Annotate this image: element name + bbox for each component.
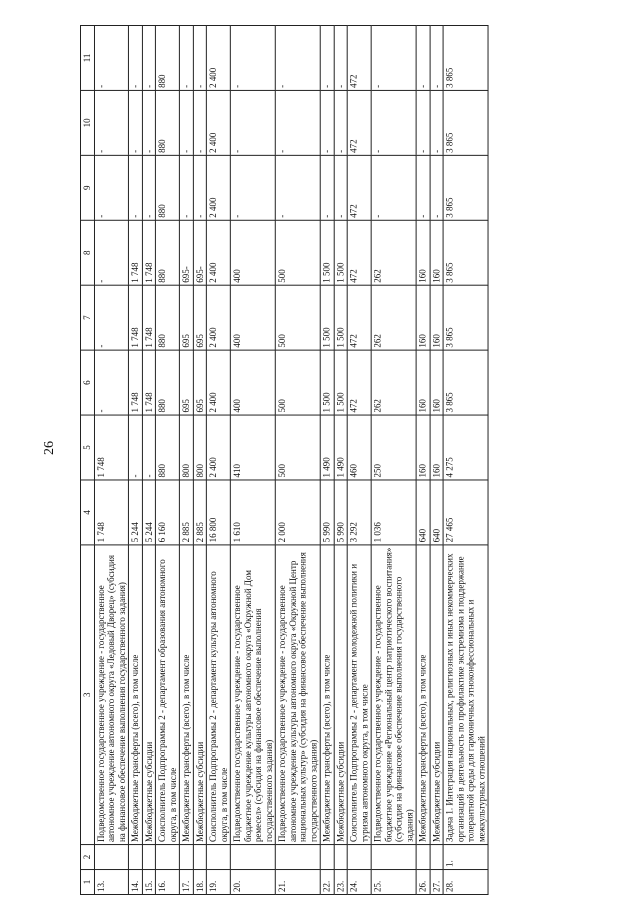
value-cell: 1 748 [142, 285, 155, 350]
value-cell: 400 [230, 350, 275, 415]
task-number-cell [206, 845, 230, 870]
value-cell: 695 [193, 285, 206, 350]
value-cell: 640 [416, 480, 429, 545]
value-cell: 400 [230, 220, 275, 285]
table-row [347, 25, 371, 894]
value-cell: 5 990 [320, 480, 333, 545]
value-cell: 160 [430, 285, 443, 350]
value-cell: 410 [230, 415, 275, 480]
value-cell: 500 [275, 220, 320, 285]
value-cell: 2 400 [206, 415, 230, 480]
value-cell: - [94, 285, 128, 350]
value-cell: 6 160 [155, 480, 179, 545]
value-cell: 3 865 [443, 155, 488, 220]
value-cell: 3 865 [443, 285, 488, 350]
table-body [94, 25, 488, 894]
value-cell: 500 [275, 285, 320, 350]
value-cell: 160 [416, 415, 429, 480]
value-cell: - [416, 25, 429, 90]
value-cell: - [430, 90, 443, 155]
value-cell: 695 [193, 350, 206, 415]
description-cell: Межбюджетные субсидии [430, 545, 443, 845]
value-cell: - [230, 25, 275, 90]
row-number-cell: 20. [230, 870, 275, 895]
value-cell: 262 [371, 285, 416, 350]
description-cell: Задача 1. Интеграция национальных, религиозных и иных некоммерческих организаций в деятельность по профилактике экстремизма и поддержание толерантной среды для гармоничных этноконфессиональных и межкультурных отношений [443, 545, 488, 845]
value-cell: 3 292 [347, 480, 371, 545]
value-cell: 500 [275, 350, 320, 415]
description-cell: Межбюджетные трансферты (всего), в том числе [320, 545, 333, 845]
row-number-cell: 23. [334, 870, 347, 895]
value-cell: 3 865 [443, 90, 488, 155]
column-header-11: 11 [80, 25, 93, 90]
column-header-6: 6 [80, 350, 93, 415]
value-cell: 1 748 [142, 350, 155, 415]
value-cell: - [430, 155, 443, 220]
description-cell: Соисполнитель Подпрограммы 2 - департамент образования автономного округа, в том числе [155, 545, 179, 845]
column-header-10: 10 [80, 90, 93, 155]
value-cell: 1 748 [128, 350, 141, 415]
value-cell: 1 500 [334, 220, 347, 285]
value-cell: - [334, 25, 347, 90]
value-cell: - [142, 25, 155, 90]
value-cell: 3 865 [443, 220, 488, 285]
value-cell: - [416, 155, 429, 220]
row-number-cell: 27. [430, 870, 443, 895]
value-cell: 2 400 [206, 25, 230, 90]
value-cell: 1 500 [320, 220, 333, 285]
value-cell: 880 [155, 415, 179, 480]
value-cell: - [320, 90, 333, 155]
value-cell: - [94, 220, 128, 285]
task-number-cell [347, 845, 371, 870]
value-cell: 472 [347, 90, 371, 155]
value-cell: - [193, 25, 206, 90]
task-number-cell [128, 845, 141, 870]
row-number-cell: 28. [443, 870, 488, 895]
value-cell: - [94, 350, 128, 415]
value-cell: 800 [193, 415, 206, 480]
value-cell: 2 400 [206, 220, 230, 285]
value-cell: - [179, 155, 192, 220]
value-cell: 400 [230, 285, 275, 350]
value-cell: - [128, 155, 141, 220]
value-cell: - [320, 25, 333, 90]
row-number-cell: 17. [179, 870, 192, 895]
value-cell: 5 244 [142, 480, 155, 545]
task-number-cell [142, 845, 155, 870]
value-cell: 5 244 [128, 480, 141, 545]
value-cell: 160 [430, 350, 443, 415]
table-row [230, 25, 275, 894]
table-row [371, 25, 416, 894]
value-cell: 695- [193, 220, 206, 285]
value-cell: 472 [347, 155, 371, 220]
column-header-1: 1 [80, 870, 93, 895]
budget-table-sheet [80, 26, 604, 895]
task-number-cell [371, 845, 416, 870]
task-number-cell [179, 845, 192, 870]
description-cell: Межбюджетные субсидии [334, 545, 347, 845]
value-cell: 250 [371, 415, 416, 480]
value-cell: 880 [155, 155, 179, 220]
value-cell: - [334, 155, 347, 220]
value-cell: 880 [155, 90, 179, 155]
value-cell: 695- [179, 220, 192, 285]
value-cell: 880 [155, 25, 179, 90]
value-cell: 2 885 [193, 480, 206, 545]
value-cell: - [179, 90, 192, 155]
task-number-cell: 1. [443, 845, 488, 870]
value-cell: - [275, 155, 320, 220]
value-cell: - [94, 90, 128, 155]
table-row [128, 25, 141, 894]
value-cell: 160 [430, 415, 443, 480]
task-number-cell [230, 845, 275, 870]
value-cell: 880 [155, 220, 179, 285]
value-cell: - [371, 25, 416, 90]
value-cell: 472 [347, 285, 371, 350]
task-number-cell [320, 845, 333, 870]
value-cell: 695 [179, 350, 192, 415]
value-cell: - [371, 90, 416, 155]
table-row [94, 25, 128, 894]
column-header-7: 7 [80, 285, 93, 350]
value-cell: 2 400 [206, 155, 230, 220]
task-number-cell [193, 845, 206, 870]
table-header-row [80, 25, 93, 894]
row-number-cell: 15. [142, 870, 155, 895]
value-cell: 460 [347, 415, 371, 480]
value-cell: 160 [430, 220, 443, 285]
value-cell: 27 465 [443, 480, 488, 545]
budget-table [80, 25, 489, 895]
value-cell: 3 865 [443, 350, 488, 415]
value-cell: 472 [347, 25, 371, 90]
task-number-cell [155, 845, 179, 870]
row-number-cell: 24. [347, 870, 371, 895]
value-cell: 2 400 [206, 285, 230, 350]
value-cell: - [193, 155, 206, 220]
description-cell: Подведомственное государственное учреждение - государственное бюджетное учреждение культуры автономного округа «Окружной Дом ремесел» (субсидия на финансовое обеспечение выполнения государственного задания) [230, 545, 275, 845]
value-cell: - [416, 90, 429, 155]
description-cell: Подведомственное государственное учреждение - государственное автономное учреждение культуры автономного округа «Окружной Центр национальных культур» (субсидия на финансовое обеспечение выполнения государственного задания) [275, 545, 320, 845]
value-cell: 880 [155, 350, 179, 415]
value-cell: 695 [179, 285, 192, 350]
row-number-cell: 21. [275, 870, 320, 895]
column-header-2: 2 [80, 845, 93, 870]
task-number-cell [416, 845, 429, 870]
value-cell: 160 [416, 350, 429, 415]
row-number-cell: 19. [206, 870, 230, 895]
value-cell: 1 500 [334, 285, 347, 350]
value-cell: - [371, 155, 416, 220]
table-row [155, 25, 179, 894]
value-cell: 2 885 [179, 480, 192, 545]
row-number-cell: 22. [320, 870, 333, 895]
value-cell: - [94, 25, 128, 90]
value-cell: - [334, 90, 347, 155]
value-cell: 500 [275, 415, 320, 480]
value-cell: - [128, 90, 141, 155]
value-cell: 2 400 [206, 90, 230, 155]
column-header-9: 9 [80, 155, 93, 220]
row-number-cell: 25. [371, 870, 416, 895]
value-cell: - [142, 415, 155, 480]
value-cell: 880 [155, 285, 179, 350]
description-cell: Межбюджетные трансферты (всего), в том числе [416, 545, 429, 845]
column-header-5: 5 [80, 415, 93, 480]
row-number-cell: 26. [416, 870, 429, 895]
value-cell: 262 [371, 350, 416, 415]
value-cell: 472 [347, 350, 371, 415]
value-cell: - [128, 25, 141, 90]
value-cell: - [94, 155, 128, 220]
row-number-cell: 18. [193, 870, 206, 895]
value-cell: 16 800 [206, 480, 230, 545]
value-cell: 160 [416, 285, 429, 350]
value-cell: - [275, 90, 320, 155]
value-cell: 800 [179, 415, 192, 480]
value-cell: 1 748 [94, 415, 128, 480]
table-row [142, 25, 155, 894]
table-row [179, 25, 192, 894]
value-cell: 1 748 [94, 480, 128, 545]
value-cell: - [193, 90, 206, 155]
description-cell: Соисполнитель Подпрограммы 2 - департамент культуры автономного округа, в том числе [206, 545, 230, 845]
table-row [443, 25, 488, 894]
value-cell: 1 500 [320, 285, 333, 350]
value-cell: 1 500 [334, 350, 347, 415]
value-cell: - [230, 90, 275, 155]
value-cell: 4 275 [443, 415, 488, 480]
task-number-cell [275, 845, 320, 870]
value-cell: - [128, 415, 141, 480]
table-row [206, 25, 230, 894]
value-cell: 2 000 [275, 480, 320, 545]
description-cell: Соисполнитель Подпрограммы 2 - департамент молодежной политики и туризма автономного округа, в том числе [347, 545, 371, 845]
value-cell: 5 990 [334, 480, 347, 545]
value-cell: - [142, 90, 155, 155]
task-number-cell [334, 845, 347, 870]
description-cell: Межбюджетные субсидии [193, 545, 206, 845]
task-number-cell [430, 845, 443, 870]
table-row [275, 25, 320, 894]
column-header-3: 3 [80, 545, 93, 845]
table-row [320, 25, 333, 894]
table-row [430, 25, 443, 894]
value-cell: 1 500 [320, 350, 333, 415]
value-cell: 1 748 [128, 285, 141, 350]
value-cell: 1 610 [230, 480, 275, 545]
value-cell: 262 [371, 220, 416, 285]
table-row [334, 25, 347, 894]
value-cell: - [430, 25, 443, 90]
description-cell: Подведомственное государственное учреждение - государственное автономное учреждение автономного округа «Ледовый Дворец» (субсидия на финансовое обеспечение выполнения государственного задания) [94, 545, 128, 845]
row-number-cell: 16. [155, 870, 179, 895]
value-cell: - [179, 25, 192, 90]
value-cell: 160 [416, 220, 429, 285]
column-header-8: 8 [80, 220, 93, 285]
value-cell: - [230, 155, 275, 220]
value-cell: 1 490 [320, 415, 333, 480]
value-cell: - [275, 25, 320, 90]
description-cell: Межбюджетные субсидии [142, 545, 155, 845]
value-cell: 1 036 [371, 480, 416, 545]
value-cell: 1 748 [128, 220, 141, 285]
row-number-cell: 13. [94, 870, 128, 895]
row-number-cell: 14. [128, 870, 141, 895]
description-cell: Межбюджетные трансферты (всего), в том числе [128, 545, 141, 845]
value-cell: 1 748 [142, 220, 155, 285]
value-cell: - [320, 155, 333, 220]
description-cell: Подведомственное государственное учреждение - государственное бюджетное учреждение «Региональный центр патриотического воспитания» (субсидия на финансовое обеспечение выполнения государственного задания) [371, 545, 416, 845]
value-cell: - [142, 155, 155, 220]
table-row [193, 25, 206, 894]
value-cell: 3 865 [443, 25, 488, 90]
value-cell: 2 400 [206, 350, 230, 415]
value-cell: 640 [430, 480, 443, 545]
column-header-4: 4 [80, 480, 93, 545]
task-number-cell [94, 845, 128, 870]
value-cell: 1 490 [334, 415, 347, 480]
page-number: 26 [42, 441, 57, 455]
table-row [416, 25, 429, 894]
description-cell: Межбюджетные трансферты (всего), в том числе [179, 545, 192, 845]
value-cell: 472 [347, 220, 371, 285]
